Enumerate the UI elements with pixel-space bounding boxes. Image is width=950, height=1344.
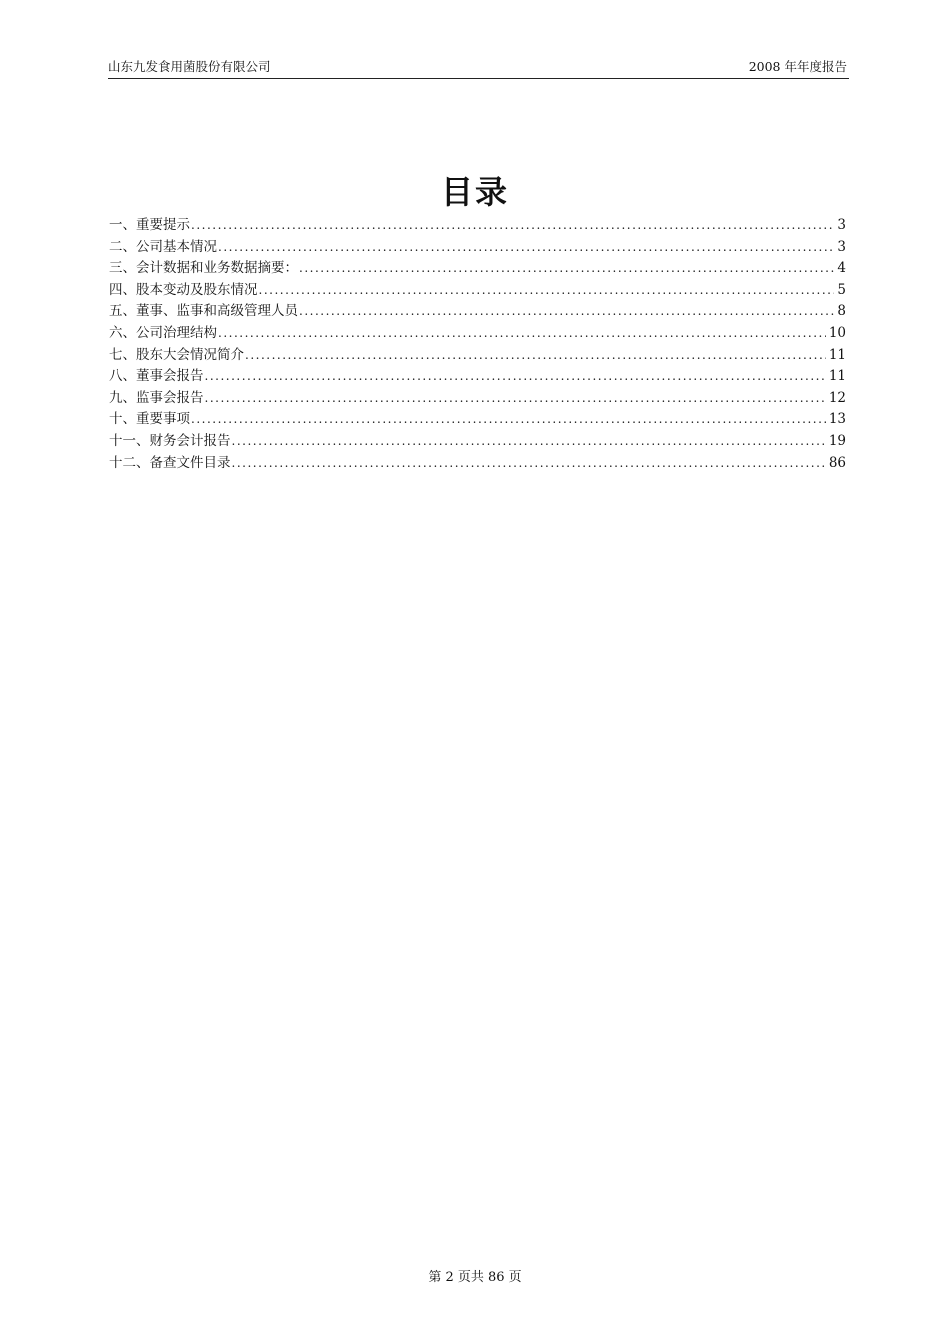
toc-title: 目录 [440, 173, 509, 211]
table-of-contents [109, 215, 846, 474]
dot-leader [205, 366, 826, 388]
toc-entry-page: 11 [828, 346, 846, 363]
toc-entry-label: 七、股东大会情况简介 [109, 346, 244, 363]
dot-leader [191, 409, 826, 431]
dot-leader [245, 345, 826, 367]
toc-entry[interactable] [109, 409, 846, 431]
toc-entry-page: 11 [828, 368, 846, 385]
dot-leader [218, 323, 826, 345]
toc-entry-label: 三、会计数据和业务数据摘要： [109, 260, 298, 277]
toc-entry-page: 10 [828, 324, 846, 341]
toc-entry-label: 十二、备查文件目录 [109, 454, 231, 471]
dot-leader [299, 301, 834, 323]
toc-entry-label: 九、监事会报告 [109, 389, 204, 406]
toc-entry-label: 十、重要事项 [109, 411, 190, 428]
toc-entry[interactable] [109, 280, 846, 302]
toc-entry-page: 3 [837, 217, 846, 233]
toc-entry-label: 八、董事会报告 [109, 368, 204, 385]
toc-entry-page: 4 [837, 260, 846, 277]
toc-entry-page: 86 [828, 454, 846, 471]
report-title: 2008 年年度报告 [748, 59, 847, 74]
dot-leader [299, 258, 834, 280]
toc-entry[interactable] [109, 301, 846, 323]
page-header [108, 58, 849, 79]
toc-entry-page: 3 [837, 238, 846, 255]
page-footer: 第 2 页共 86 页 [428, 1270, 522, 1285]
toc-entry-label: 五、董事、监事和高级管理人员 [109, 303, 298, 320]
company-name: 山东九发食用菌股份有限公司 [108, 59, 271, 74]
toc-entry[interactable] [109, 453, 846, 475]
toc-entry-page: 19 [828, 432, 846, 449]
toc-entry[interactable] [109, 345, 846, 367]
toc-entry-page: 8 [837, 303, 846, 320]
toc-entry-label: 一、重要提示 [109, 217, 190, 233]
dot-leader [232, 431, 826, 453]
toc-entry-page: 5 [837, 281, 846, 298]
toc-entry-label: 十一、财务会计报告 [109, 432, 231, 449]
toc-entry-label: 六、公司治理结构 [109, 324, 217, 341]
dot-leader [259, 280, 835, 302]
toc-entry-label: 二、公司基本情况 [109, 238, 217, 255]
toc-entry[interactable] [109, 366, 846, 388]
toc-entry-label: 四、股本变动及股东情况 [109, 281, 258, 298]
toc-entry-page: 13 [828, 411, 846, 428]
toc-entry[interactable] [109, 237, 846, 259]
toc-entry[interactable] [109, 431, 846, 453]
toc-entry[interactable] [109, 215, 846, 237]
toc-entry[interactable] [109, 323, 846, 345]
toc-entry-page: 12 [828, 389, 846, 406]
toc-entry[interactable] [109, 258, 846, 280]
dot-leader [218, 237, 834, 259]
dot-leader [205, 388, 826, 410]
toc-entry[interactable] [109, 388, 846, 410]
dot-leader [232, 453, 826, 475]
dot-leader [191, 215, 834, 237]
